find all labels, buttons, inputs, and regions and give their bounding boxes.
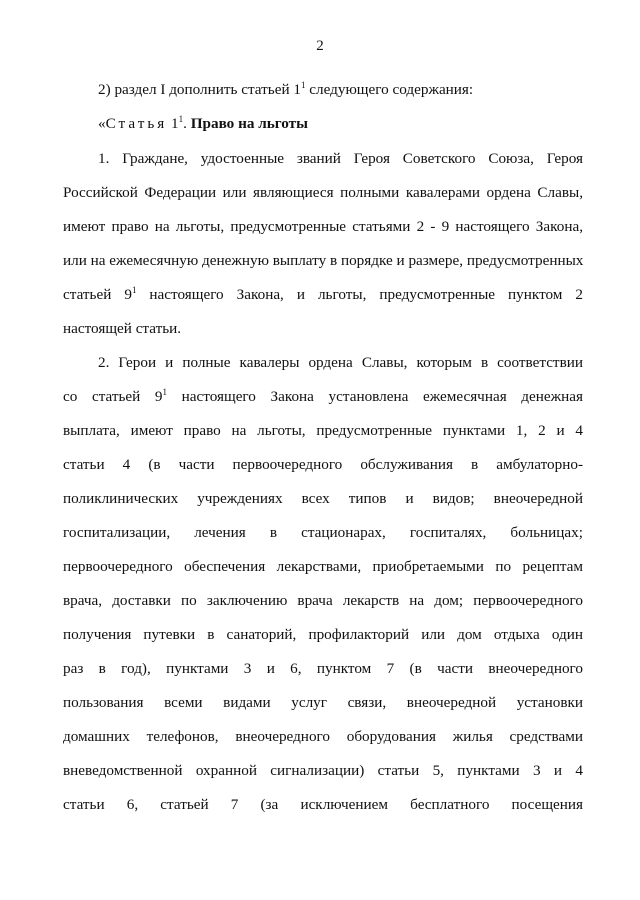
article-quote: « [98,115,106,132]
superscript: 1 [162,387,168,397]
text-line: получения путевки в санаторий, профилакторий или дом отдыха один [63,626,583,643]
text-line: раз в год), пунктами 3 и 6, пунктом 7 (в части внеочередного [63,660,583,677]
text-line: врача, доставки по заключению врача лекарств на дом; первоочередного [63,592,583,609]
article-word: Статья [105,115,168,132]
article-heading [98,114,308,134]
text-fragment: настоящего Закона установлена ежемесячная денежная [167,388,583,405]
text-fragment: со статьей 9 [63,388,163,405]
text-line: или на ежемесячную денежную выплату в порядке и размере, предусмотренных [63,252,584,269]
text-line: поликлинических учреждениях всех типов и видов; внеочередной [63,490,583,507]
article-number: 1 [167,115,179,132]
text-line: пользования всеми видами услуг связи, внеочередной установки [63,694,583,711]
article-title: Право на льготы [186,115,308,132]
article-dot: . [183,115,187,132]
text-line: первоочередного обеспечения лекарствами, приобретаемыми по рецептам [63,558,583,575]
article-superscript: 1 [178,114,184,124]
text-line: статьи 4 (в части первоочередного обслуживания в амбулаторно- [63,456,583,473]
text-fragment: настоящего Закона, и льготы, предусмотренные пунктом 2 [136,286,584,303]
text-line: Российской Федерации или являющиеся полными кавалерами ордена Славы, [63,184,583,201]
text-line: имеют право на льготы, предусмотренные статьями 2 - 9 настоящего Закона, [63,218,583,235]
text-line: вневедомственной охранной сигнализации) статьи 5, пунктами 3 и 4 [63,762,583,779]
intro-text-end: следующего содержания: [305,81,474,98]
text-line: госпитализации, лечения в стационарах, госпиталях, больницах; [63,524,583,541]
intro-text: 2) раздел I дополнить статьей 1 [98,81,301,98]
page-number: 2 [316,38,324,54]
text-fragment: статьей 9 [63,286,132,303]
superscript: 1 [131,285,137,295]
text-line: 1. Граждане, удостоенные званий Героя Советского Союза, Героя [98,150,583,167]
intro-superscript: 1 [300,80,306,90]
intro-line [98,80,473,100]
text-line: выплата, имеют право на льготы, предусмотренные пунктами 1, 2 и 4 [63,422,583,439]
text-line: статьи 6, статьей 7 (за исключением бесплатного посещения [63,796,583,813]
text-line: домашних телефонов, внеочередного оборудования жилья средствами [63,728,583,745]
text-line [63,285,583,305]
text-line: 2. Герои и полные кавалеры ордена Славы, которым в соответствии [98,354,583,371]
text-line: настоящей статьи. [63,320,182,337]
text-line [63,387,583,407]
